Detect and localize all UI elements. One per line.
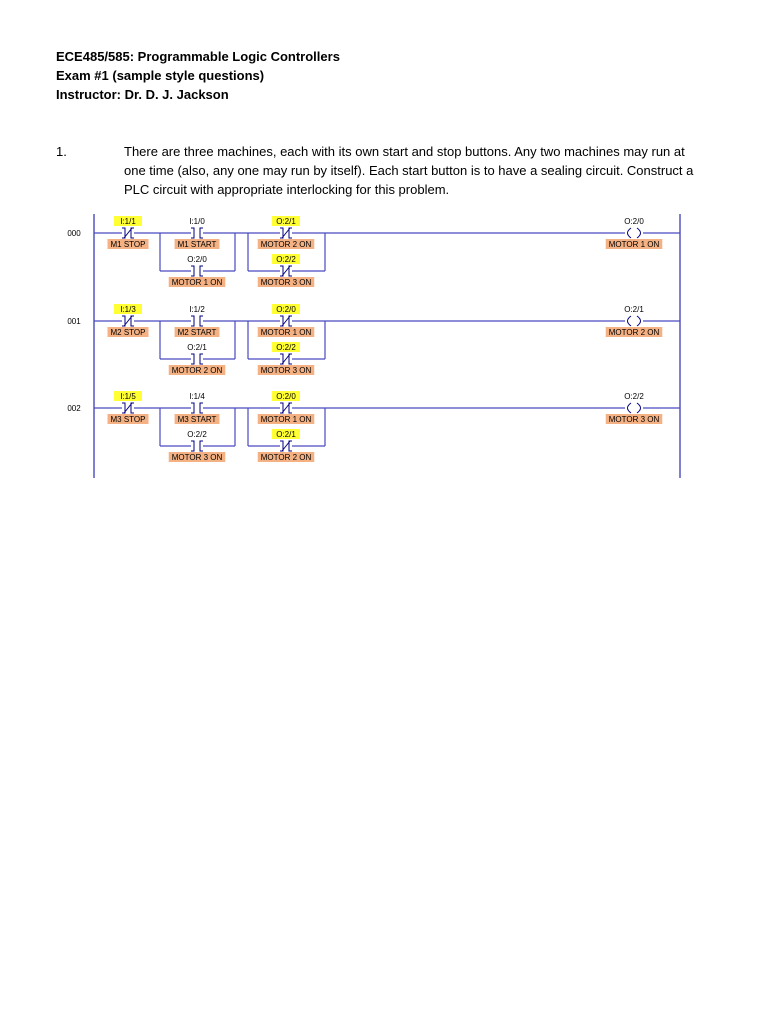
rung-001-stop-contact-address: I:1/3	[120, 305, 136, 314]
rung-001-output-coil-label: MOTOR 2 ON	[608, 328, 660, 337]
rung-002-stop-contact-label: M3 STOP	[110, 415, 146, 424]
rung-000-seal-contact-address: O:2/0	[187, 255, 207, 264]
rung-001-number: 001	[67, 317, 81, 326]
rung-000-start-contact-label: M1 START	[177, 240, 217, 249]
rung-002-number: 002	[67, 404, 81, 413]
rung-000-interlock-top-contact-address: O:2/1	[276, 217, 296, 226]
rung-001-interlock-top-contact-address: O:2/0	[276, 305, 296, 314]
rung-000-start-contact-gap	[191, 229, 203, 237]
question-number: 1.	[56, 144, 67, 159]
rung-000-seal-contact-gap	[191, 267, 203, 275]
rung-000-stop-contact-label: M1 STOP	[110, 240, 146, 249]
rung-001-output-coil-address: O:2/1	[624, 305, 644, 314]
rung-000-number: 000	[67, 229, 81, 238]
rung-001-stop-contact-label: M2 STOP	[110, 328, 146, 337]
rung-002-output-coil-label: MOTOR 3 ON	[608, 415, 660, 424]
question-text: There are three machines, each with its own start and stop buttons. Any two machines may run at one time (also, any one may run by itself). Each start button is to have a sealing circuit. Construct a PLC circuit with appropriate interlocking for this problem.	[124, 144, 694, 197]
rung-001-start-contact-address: I:1/2	[189, 305, 205, 314]
rung-002-stop-contact-address: I:1/5	[120, 392, 136, 401]
rung-002-interlock-top-contact-label: MOTOR 1 ON	[260, 415, 312, 424]
rung-000-interlock-bottom-contact-address: O:2/2	[276, 255, 296, 264]
rung-001-interlock-bottom-contact-address: O:2/2	[276, 343, 296, 352]
exam-title: Exam #1 (sample style questions)	[56, 68, 265, 83]
rung-001-start-contact-label: M2 START	[177, 328, 217, 337]
rung-001-interlock-top-contact-label: MOTOR 1 ON	[260, 328, 312, 337]
rung-001-interlock-bottom-contact-label: MOTOR 3 ON	[260, 366, 312, 375]
rung-001-start-contact-gap	[191, 317, 203, 325]
rung-001-seal-contact-address: O:2/1	[187, 343, 207, 352]
rung-002-start-contact-label: M3 START	[177, 415, 217, 424]
rung-000-output-coil-label: MOTOR 1 ON	[608, 240, 660, 249]
rung-000-interlock-top-contact-label: MOTOR 2 ON	[260, 240, 312, 249]
rung-001-seal-contact-gap	[191, 355, 203, 363]
rung-000-interlock-bottom-contact-label: MOTOR 3 ON	[260, 278, 312, 287]
rung-001-seal-contact-label: MOTOR 2 ON	[171, 366, 223, 375]
rung-002-interlock-top-contact-address: O:2/0	[276, 392, 296, 401]
rung-002-interlock-bottom-contact-address: O:2/1	[276, 430, 296, 439]
rung-002-seal-contact-address: O:2/2	[187, 430, 207, 439]
rung-002-seal-contact-label: MOTOR 3 ON	[171, 453, 223, 462]
rung-002-start-contact-gap	[191, 404, 203, 412]
rung-002-output-coil-address: O:2/2	[624, 392, 644, 401]
rung-000-start-contact-address: I:1/0	[189, 217, 205, 226]
rung-000-stop-contact-address: I:1/1	[120, 217, 136, 226]
rung-000-output-coil-address: O:2/0	[624, 217, 644, 226]
course-title: ECE485/585: Programmable Logic Controllers	[56, 49, 340, 64]
rung-002-interlock-bottom-contact-label: MOTOR 2 ON	[260, 453, 312, 462]
rung-000-seal-contact-label: MOTOR 1 ON	[171, 278, 223, 287]
instructor-line: Instructor: Dr. D. J. Jackson	[56, 87, 229, 102]
rung-002-seal-contact-gap	[191, 442, 203, 450]
rung-002-start-contact-address: I:1/4	[189, 392, 205, 401]
